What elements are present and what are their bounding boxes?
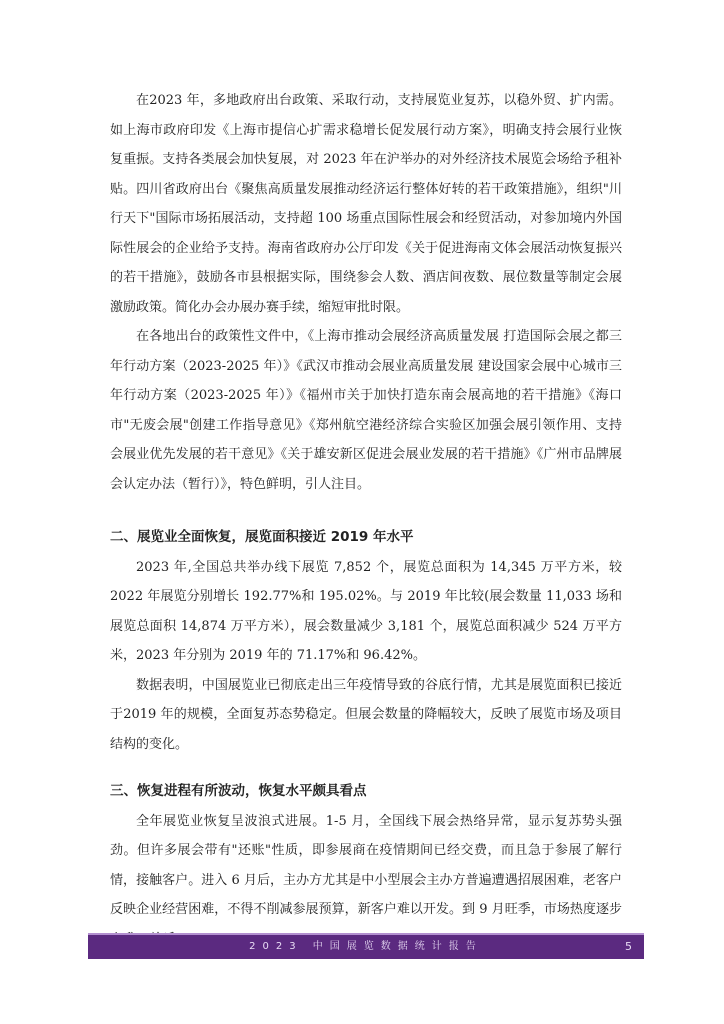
spacer bbox=[110, 499, 622, 523]
section-heading-fluctuation: 三、恢复进程有所波动，恢复水平颇具看点 bbox=[110, 783, 367, 799]
spacer bbox=[110, 759, 622, 777]
footer-report-title: 2023 中国展览数据统计报告 bbox=[249, 941, 483, 952]
page-number: 5 bbox=[625, 940, 632, 953]
paragraph-exhibition-stats: 2023 年,全国总共举办线下展览 7,852 个，展览总面积为 14,345 万平方米，较 2022 年展览分别增长 192.77%和 195.02%。与 2019 年比较(展会数量 11,033 场和展览总面积 14,874 万平方米），展会数量减少 3,181 个，展览总面积减少 524 万平方米，2023 年分别为 2019 年的 71.17%和 96.42%。 bbox=[110, 559, 622, 663]
paragraph-policy-documents: 在各地出台的政策性文件中，《上海市推动会展经济高质量发展 打造国际会展之都三年行动方案（2023-2025 年）》《武汉市推动会展业高质量发展 建设国家会展中心城市三年行动方案（2023-2025 年）》《福州市关于加快打造东南会展高地的若干措施》《海口市"无废会展"创建工作指导意见》《郑州航空港经济综合实验区加强会展引领作用、支持会展业优先发展的若干意见》《关于雄安新区促进会展业发展的若干措施》《广州市品牌展会认定办法（暂行）》，特色鲜明，引人注目。 bbox=[110, 329, 622, 492]
page-body bbox=[110, 86, 622, 954]
footer-bar bbox=[88, 933, 644, 959]
paragraph-policy-support: 在2023 年，多地政府出台政策、采取行动，支持展览业复苏，以稳外贸、扩内需。如上海市政府印发《上海市提信心扩需求稳增长促发展行动方案》，明确支持会展行业恢复重振。支持各类展会加快复展，对 2023 年在沪举办的对外经济技术展览会场给予租补贴。四川省政府出台《聚焦高质量发展推动经济运行整体好转的若干政策措施》，组织"川行天下"国际市场拓展活动，支持超 100 场重点国际性展会和经贸活动，对参加境内外国际性展会的企业给予支持。海南省政府办公厅印发《关于促进海南文体会展活动恢复振兴的若干措施》，鼓励各市县根据实际，围绕参会人数、酒店间夜数、展位数量等制定会展激励政策。简化办会办展办赛手续，缩短审批时限。 bbox=[110, 93, 622, 315]
paragraph-data-analysis: 数据表明，中国展览业已彻底走出三年疫情导致的谷底行情，尤其是展览面积已接近于2019 年的规模，全面复苏态势稳定。但展会数量的降幅较大，反映了展览市场及项目结构的变化。 bbox=[110, 677, 622, 752]
section-heading-recovery: 二、展览业全面恢复，展览面积接近 2019 年水平 bbox=[110, 529, 414, 545]
paragraph-recovery-progress: 全年展览业恢复呈波浪式进展。1-5 月，全国线下展会热络异常，显示复苏势头强劲。但许多展会带有"还账"性质，即参展商在疫情期间已经交费，而且急于参展了解行情，接触客户。进入 6 月后，主办方尤其是中小型展会主办方普遍遭遇招展困难，老客户反映企业经营困难，不得不削减参展预算，新客户难以开发。到 9 月旺季，市场热度逐步 bbox=[110, 813, 622, 917]
